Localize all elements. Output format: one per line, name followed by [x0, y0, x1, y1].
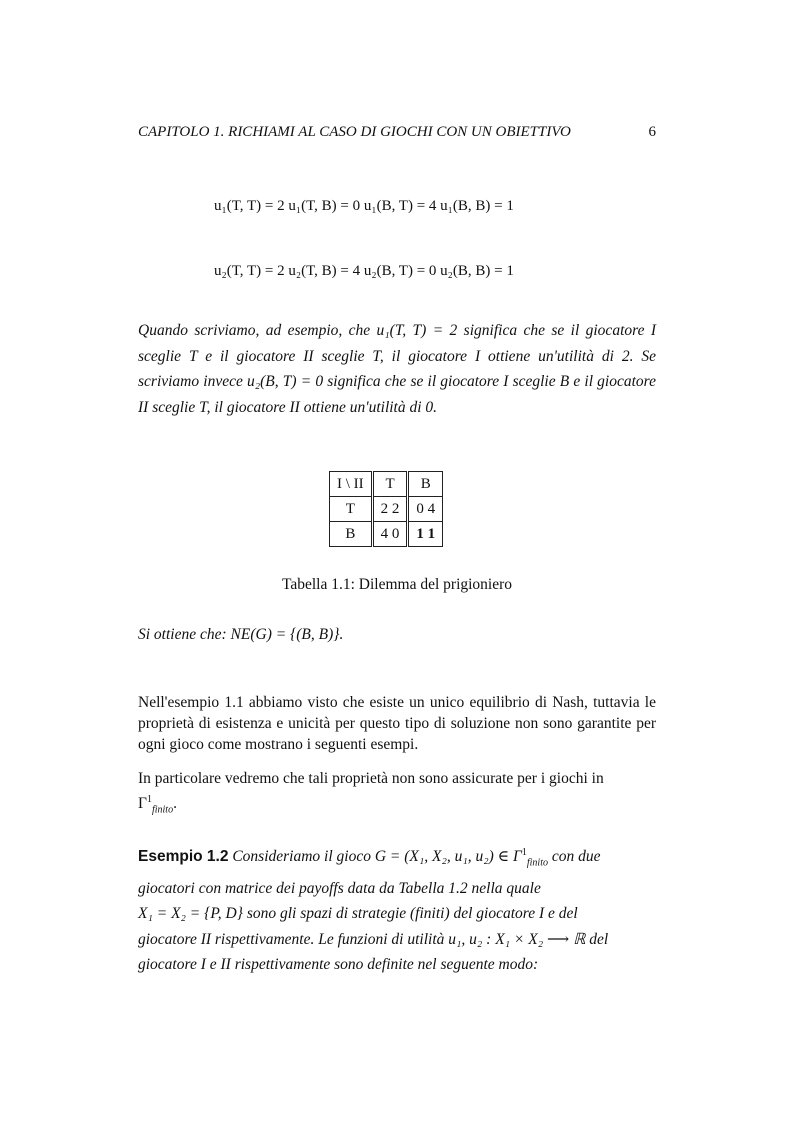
utility-equations-player1: u₁(T, T) = 2 u₁(T, B) = 0 u₁(B, T) = 4 u₁(B, B) = 1	[214, 198, 514, 214]
explanation-paragraph: Quando scriviamo, ad esempio, che u₁(T, T) = 2 significa che se il giocatore I sceglie T e il giocatore II sceglie T, il giocatore I ottiene un'utilità di 2. Se scriviamo invece u₂(B, T) = 0 significa che se il giocatore I sceglie B e il giocatore II sceglie T, il giocatore II ottiene un'utilità di 0.	[138, 322, 656, 416]
example-line4: giocatore II rispettivamente. Le funzioni di utilità u₁, u₂ : X₁ × X₂ ⟶ ℝ del	[138, 930, 609, 948]
row-label-b: B	[330, 522, 373, 547]
table-row	[330, 497, 443, 522]
nash-equilibrium-statement: Si ottiene che: NE(G) = {(B, B)}.	[138, 626, 344, 643]
table-header-row	[330, 472, 443, 497]
payoff-cell: 0 4	[408, 497, 443, 522]
col-header-b: B	[408, 472, 443, 497]
example-block	[138, 840, 656, 978]
paragraph-finite-games-text: In particolare vedremo che tali proprietà non sono assicurate per i giochi in	[138, 770, 604, 787]
gamma-sub: finito	[526, 857, 548, 869]
running-header	[138, 124, 656, 141]
gamma-sub: finito	[151, 804, 174, 816]
example-label: Esempio 1.2	[138, 848, 229, 866]
chapter-title: CAPITOLO 1. RICHIAMI AL CASO DI GIOCHI CON UN OBIETTIVO	[138, 124, 571, 140]
table-corner-cell: I \ II	[330, 472, 373, 497]
gamma-symbol: Γ	[138, 795, 147, 813]
example-line2: giocatori con matrice dei payoffs data da Tabella 1.2 nella quale	[138, 879, 541, 897]
page-number: 6	[648, 124, 656, 140]
example-line3: X₁ = X₂ = {P, D} sono gli spazi di strategie (finiti) del giocatore I e del	[138, 905, 578, 923]
table-caption: Tabella 1.1: Dilemma del prigioniero	[281, 576, 513, 593]
utility-equations-player2: u₂(T, T) = 2 u₂(T, B) = 4 u₂(B, T) = 0 u₂(B, B) = 1	[214, 263, 514, 279]
gamma-sup: 1	[146, 794, 152, 805]
example-line1: Consideriamo il gioco G = (X₁, X₂, u₁, u₂) ∈ Γ	[232, 848, 522, 866]
col-header-t: T	[372, 472, 408, 497]
payoff-cell-equilibrium: 1 1	[408, 522, 443, 547]
paragraph-finite-games: In particolare vedremo che tali proprietà non sono assicurate per i giochi in $\Gamma^1_{finito}$.	[138, 770, 604, 816]
payoff-cell: 2 2	[372, 497, 408, 522]
row-label-t: T	[330, 497, 373, 522]
payoff-cell: 4 0	[372, 522, 408, 547]
gamma-sup: 1	[521, 847, 527, 858]
payoff-table	[329, 471, 443, 547]
example-line1-end: con due	[551, 848, 601, 866]
paragraph-existence: Nell'esempio 1.1 abbiamo visto che esiste un unico equilibrio di Nash, tuttavia le proprietà di esistenza e unicità per questo tipo di soluzione non sono garantite per ogni gioco come mostrano i seguenti esempi.	[138, 694, 656, 753]
example-line5: giocatore I e II rispettivamente sono definite nel seguente modo:	[138, 956, 539, 974]
table-row	[330, 522, 443, 547]
